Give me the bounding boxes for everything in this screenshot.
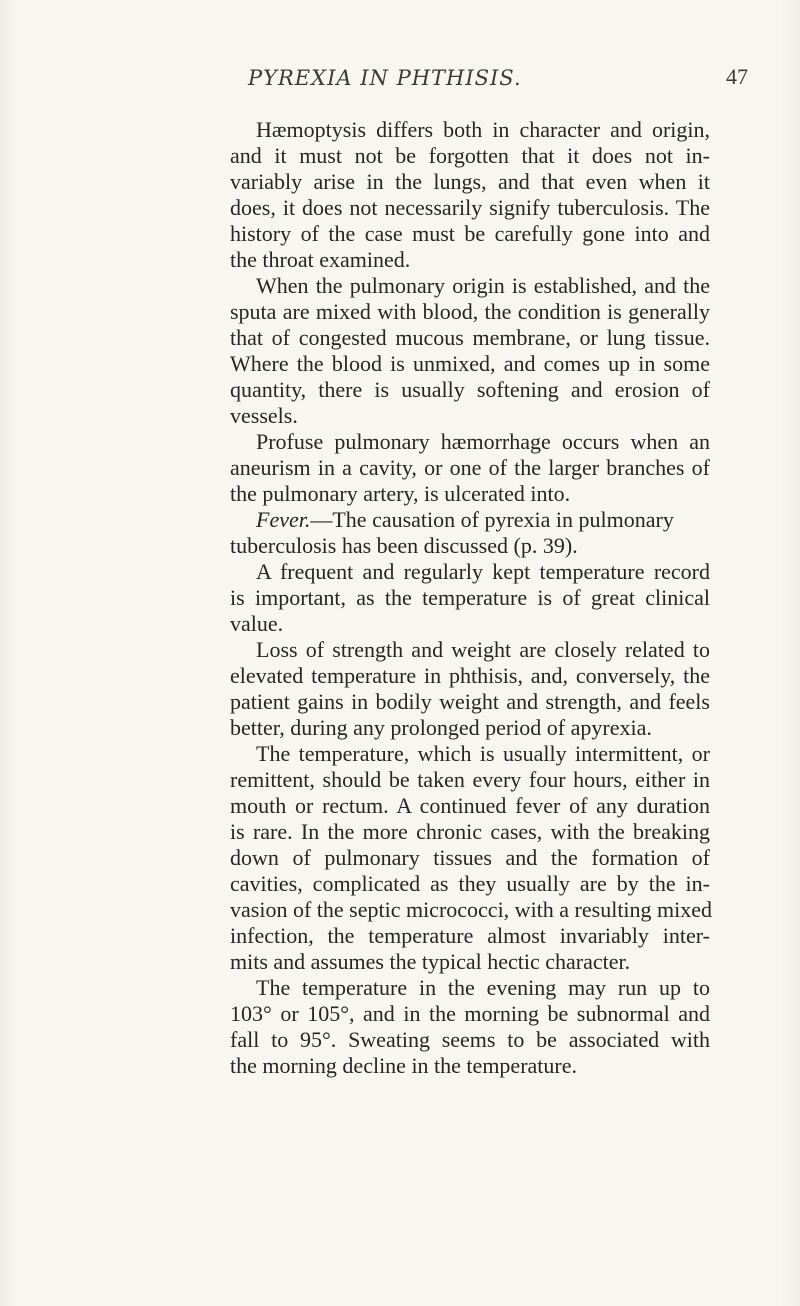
text-line: the pulmonary artery, is ulcerated into. — [230, 481, 571, 506]
text-line: Loss of strength and weight are closely related to — [256, 637, 710, 662]
text-line: The temperature in the evening may run up to — [256, 975, 710, 1000]
text-line: vessels. — [230, 403, 298, 428]
text-line: Hæmoptysis differs both in character and origin, — [256, 117, 710, 142]
text-line: The temperature, which is usually intermittent, or — [256, 741, 710, 766]
page-number: 47 — [726, 64, 748, 89]
text-line: and it must not be forgotten that it does not in- — [230, 143, 710, 168]
fever-heading: Fever. — [256, 507, 311, 532]
text-line: A frequent and regularly kept temperature record — [256, 559, 710, 584]
running-head: PYREXIA IN PHTHISIS. — [248, 66, 522, 90]
text-line: fall to 95°. Sweating seems to be associated with — [230, 1027, 710, 1052]
text-line: is rare. In the more chronic cases, with the breaking — [230, 819, 710, 844]
text-line: patient gains in bodily weight and strength, and feels — [230, 689, 710, 714]
text-line: cavities, complicated as they usually are by the in- — [230, 871, 710, 896]
text-line: is important, as the temperature is of great clinical — [230, 585, 710, 610]
text-line: value. — [230, 611, 284, 636]
text-line: elevated temperature in phthisis, and, conversely, the — [230, 663, 710, 688]
text-line: 103° or 105°, and in the morning be subnormal and — [230, 1001, 710, 1026]
text-line: quantity, there is usually softening and erosion of — [230, 377, 710, 402]
text-line: the throat examined. — [230, 247, 411, 272]
text-line: down of pulmonary tissues and the formation of — [230, 845, 710, 870]
text-line: that of congested mucous membrane, or lung tissue. — [230, 325, 710, 350]
text-line: When the pulmonary origin is established, and the — [256, 273, 710, 298]
text-line: does, it does not necessarily signify tuberculosis. The — [230, 195, 710, 220]
text-line: Profuse pulmonary hæmorrhage occurs when an — [256, 429, 710, 454]
text-line: history of the case must be carefully gone into and — [230, 221, 710, 246]
text-line: mouth or rectum. A continued fever of any duration — [230, 793, 710, 818]
text-line: variably arise in the lungs, and that even when it — [230, 169, 710, 194]
text-line: infection, the temperature almost invariably inter- — [230, 923, 710, 948]
text-line: the morning decline in the temperature. — [230, 1053, 577, 1078]
text-line: vasion of the septic micrococci, with a resulting mixed — [230, 897, 713, 922]
fever-text: —The causation of pyrexia in pulmonary — [310, 507, 674, 532]
text-line: remittent, should be taken every four hours, either in — [230, 767, 710, 792]
text-line: better, during any prolonged period of apyrexia. — [230, 715, 652, 740]
text-line: sputa are mixed with blood, the condition is generally — [230, 299, 710, 324]
text-line: tuberculosis has been discussed (p. 39). — [230, 533, 578, 558]
text-line: mits and assumes the typical hectic character. — [230, 949, 631, 974]
text-line: Where the blood is unmixed, and comes up in some — [230, 351, 710, 376]
text-line: aneurism in a cavity, or one of the larger branches of — [230, 455, 710, 480]
text-line-fever — [256, 507, 710, 533]
